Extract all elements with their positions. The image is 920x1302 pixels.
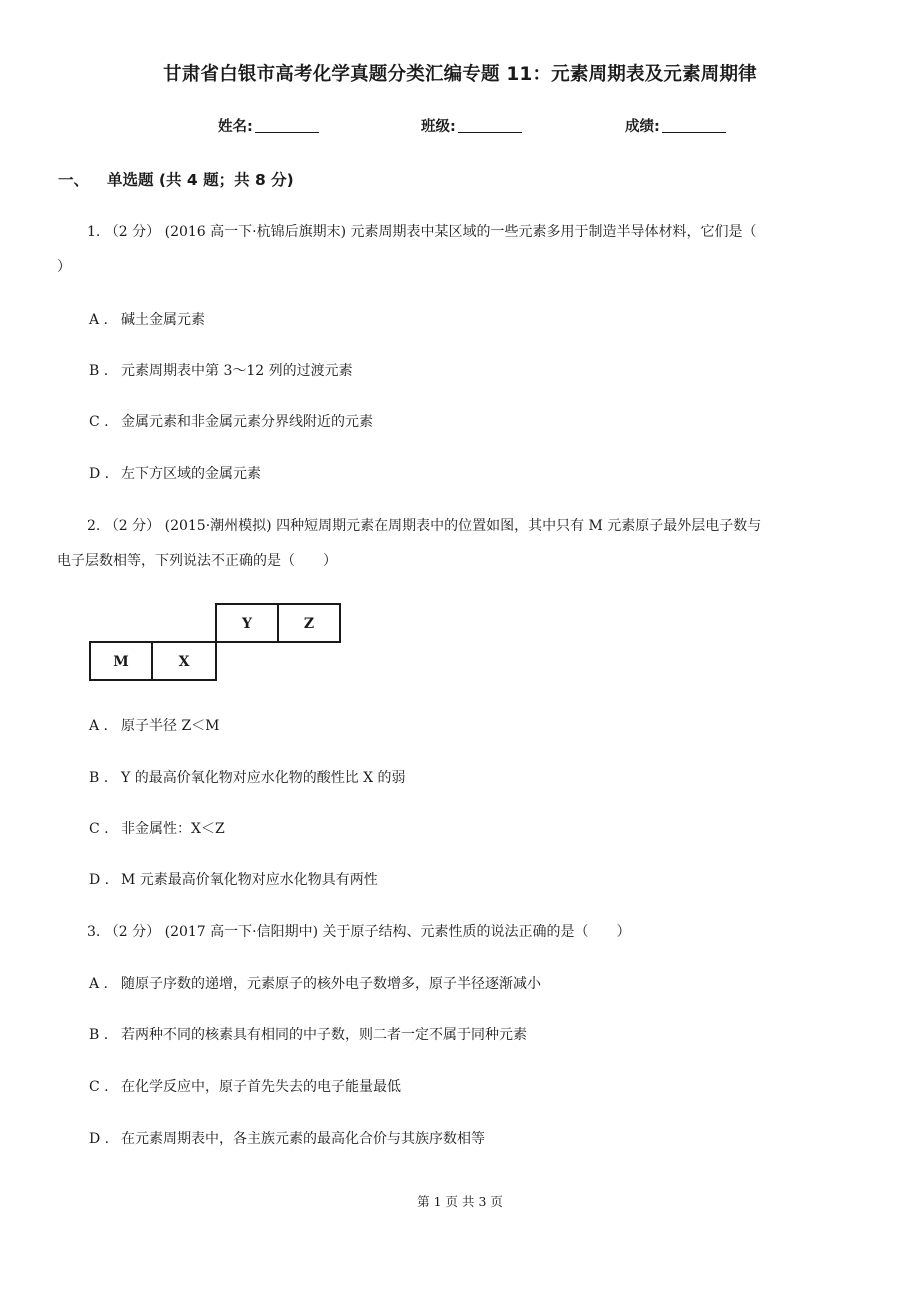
option-letter: C .	[89, 821, 109, 837]
score-field	[625, 115, 726, 136]
section-number: 一、	[58, 171, 90, 189]
cell-z-label: Z	[303, 616, 315, 632]
question-3-option-d	[89, 1128, 485, 1148]
question-1-option-a	[89, 309, 205, 329]
cell-m-box	[90, 642, 152, 680]
cell-x-label: X	[178, 654, 190, 670]
option-text: 非金属性：X＜Z	[121, 821, 225, 837]
cell-z-box	[278, 604, 340, 642]
section-heading	[58, 168, 294, 190]
cell-y-label: Y	[242, 616, 252, 632]
option-text: Y 的最高价氧化物对应水化物的酸性比 X 的弱	[121, 770, 406, 786]
question-2-line-1: 2. （2 分） (2015·潮州模拟) 四种短周期元素在周期表中的位置如图，其中只有 M 元素原子最外层电子数与	[87, 518, 762, 534]
class-field	[421, 115, 522, 136]
question-2-option-a	[89, 715, 220, 735]
option-text: 金属元素和非金属元素分界线附近的元素	[121, 414, 373, 430]
page-footer: 第 1 页 共 3 页	[417, 1194, 503, 1209]
option-letter: B .	[89, 363, 109, 379]
class-blank	[458, 118, 522, 133]
option-letter: D .	[89, 872, 110, 888]
option-text: 随原子序数的递增，元素原子的核外电子数增多，原子半径逐渐减小	[121, 976, 541, 992]
question-1-option-c	[89, 411, 373, 431]
option-text: M 元素最高价氧化物对应水化物具有两性	[121, 872, 378, 888]
option-letter: A .	[89, 312, 109, 328]
option-text: 左下方区域的金属元素	[121, 466, 261, 482]
question-3-line-1: 3. （2 分） (2017 高一下·信阳期中) 关于原子结构、元素性质的说法正确的是（ ）	[87, 924, 631, 940]
score-label: 成绩:	[625, 119, 660, 135]
question-2-option-c	[89, 818, 225, 838]
option-letter: C .	[89, 414, 109, 430]
option-letter: A .	[89, 976, 109, 992]
question-1-option-b	[89, 360, 353, 380]
option-letter: B .	[89, 1027, 109, 1043]
option-text: 原子半径 Z＜M	[121, 718, 220, 734]
question-2-option-b	[89, 767, 406, 787]
option-letter: D .	[89, 1131, 110, 1147]
option-text: 碱土金属元素	[121, 312, 205, 328]
cell-x-box	[152, 642, 216, 680]
option-text: 在化学反应中，原子首先失去的电子能量最低	[121, 1079, 401, 1095]
question-1-line-1: 1. （2 分） (2016 高一下·杭锦后旗期末) 元素周期表中某区域的一些元素多用于制造半导体材料，它们是（	[87, 224, 757, 240]
section-title: 单选题 (共 4 题；共 8 分)	[107, 171, 294, 189]
name-field	[218, 115, 319, 136]
name-label: 姓名:	[218, 119, 253, 135]
cell-m-label: M	[113, 654, 129, 670]
option-text: 在元素周期表中，各主族元素的最高化合价与其族序数相等	[121, 1131, 485, 1147]
question-2-line-2: 电子层数相等，下列说法不正确的是（ ）	[57, 553, 337, 569]
option-letter: A .	[89, 718, 109, 734]
question-1-line-2: ）	[57, 259, 71, 275]
question-3-option-a	[89, 973, 541, 993]
name-blank	[255, 118, 319, 133]
option-text: 元素周期表中第 3～12 列的过渡元素	[121, 363, 353, 379]
class-label: 班级:	[421, 119, 456, 135]
cell-y-box	[216, 604, 278, 642]
option-text: 若两种不同的核素具有相同的中子数，则二者一定不属于同种元素	[121, 1027, 527, 1043]
option-letter: C .	[89, 1079, 109, 1095]
option-letter: B .	[89, 770, 109, 786]
question-2-option-d	[89, 869, 378, 889]
question-3-option-b	[89, 1024, 527, 1044]
score-blank	[662, 118, 726, 133]
option-letter: D .	[89, 466, 110, 482]
page-title: 甘肃省白银市高考化学真题分类汇编专题 11：元素周期表及元素周期律	[163, 64, 757, 85]
question-1-option-d	[89, 463, 261, 483]
question-3-option-c	[89, 1076, 401, 1096]
